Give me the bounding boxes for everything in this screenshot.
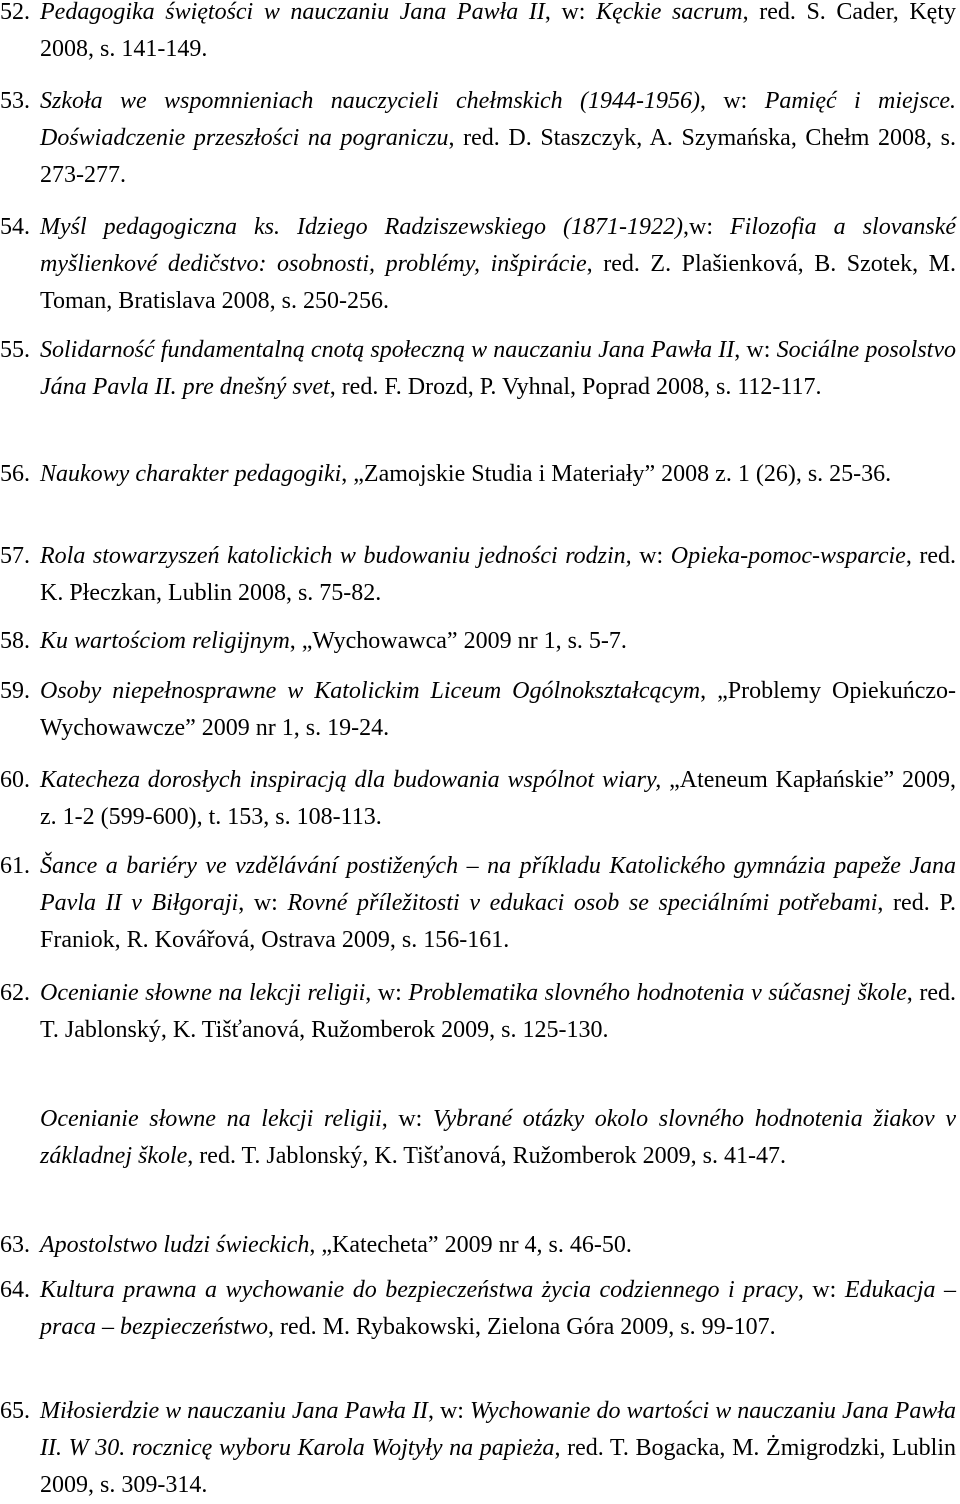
entry-text — [40, 975, 956, 1049]
entry-separator: , w: — [797, 1277, 845, 1303]
entry-details: „Ateneum Kapłańskie” 2009, z. 1-2 (599-600), t. 153, s. 108-113. — [40, 767, 956, 830]
entry-63 — [0, 1227, 956, 1264]
entry-title: Osoby niepełnosprawne w Katolickim Liceum Ogólnokształcącym — [40, 678, 701, 704]
entry-title: Ku wartościom religijnym — [40, 628, 290, 654]
entry-separator: , w: — [381, 1106, 434, 1132]
entry-source: Opieka-pomoc-wsparcie — [670, 543, 906, 569]
entry-59 — [0, 673, 956, 747]
entry-text — [40, 848, 956, 959]
entry-details: , „Problemy Opiekuńczo-Wychowawcze” 2009 nr 1, s. 19-24. — [40, 678, 956, 741]
entry-details: , red. F. Drozd, P. Vyhnal, Poprad 2008, s. 112-117. — [329, 374, 822, 400]
entry-title: Kultura prawna a wychowanie do bezpieczeństwa życia codziennego i pracy — [40, 1277, 798, 1303]
entry-details: , red. T. Jablonský, K. Tišťanová, Ružomberok 2009, s. 41-47. — [187, 1143, 786, 1169]
entry-number: 63. — [0, 1232, 30, 1258]
entry-details: , red. T. Bogacka, M. Żmigrodzki, Lublin 2009, s. 309-314. — [40, 1435, 957, 1498]
entry-text — [40, 209, 956, 320]
entry-details: , red. S. Cader, Kęty 2008, s. 141-149. — [40, 0, 956, 62]
entry-source: Kęckie sacrum — [596, 0, 743, 25]
entry-title: Naukowy charakter pedagogiki — [40, 461, 342, 487]
entry-52 — [0, 0, 956, 68]
entry-65 — [0, 1393, 956, 1504]
entry-separator: ,w: — [682, 214, 730, 240]
entry-number: 59. — [0, 678, 30, 704]
entry-source: Pamięć i miejsce. Doświadczenie przeszłości na pograniczu — [40, 88, 956, 151]
entry-number: 56. — [0, 461, 30, 487]
entry-text — [40, 538, 956, 612]
entry-number: 57. — [0, 543, 30, 569]
entry-62 — [0, 975, 956, 1049]
entry-number: 62. — [0, 980, 30, 1006]
entry-58 — [0, 623, 956, 660]
entry-details: , „Wychowawca” 2009 nr 1, s. 5-7. — [289, 628, 627, 654]
entry-title: Solidarność fundamentalną cnotą społeczną w nauczaniu Jana Pawła II — [40, 337, 735, 363]
entry-details: , red. T. Jablonský, K. Tišťanová, Ružomberok 2009, s. 125-130. — [40, 980, 956, 1043]
entry-61 — [0, 848, 956, 959]
entry-details: , red. D. Staszczyk, A. Szymańska, Chełm 2008, s. 273-277. — [40, 125, 956, 188]
entry-separator: , w: — [699, 88, 765, 114]
entry-text — [40, 673, 956, 747]
entry-text — [40, 456, 956, 493]
entry-source: Filozofia a slovanské myšlienkové dedičstvo: osobnosti, problémy, inšpirácie — [40, 214, 957, 277]
entry-title: Miłosierdzie w nauczaniu Jana Pawła II — [40, 1398, 428, 1424]
entry-title: Rola stowarzyszeń katolickich w budowaniu jedności rodzin, — [40, 543, 632, 569]
entry-title: Pedagogika świętości w nauczaniu Jana Pawła II — [40, 0, 545, 25]
entry-number: 61. — [0, 853, 30, 879]
entry-number: 64. — [0, 1277, 30, 1303]
entry-text — [40, 1393, 956, 1504]
entry-title: Katecheza dorosłych inspiracją dla budowania wspólnot wiary, — [40, 767, 662, 793]
entry-number: 54. — [0, 214, 30, 240]
entry-source: Sociálne posolstvo Jána Pavla II. pre dnešný svet — [40, 337, 956, 400]
entry-text — [40, 762, 956, 836]
entry-54 — [0, 209, 956, 320]
entry-56 — [0, 456, 956, 493]
entry-number: 52. — [0, 0, 30, 25]
entry-number: 60. — [0, 767, 30, 793]
entry-separator: , w: — [734, 337, 777, 363]
entry-number: 53. — [0, 88, 30, 114]
entry-source: Wychowanie do wartości w nauczaniu Jana Pawła II. W 30. rocznicę wyboru Karola Wojtyły na papieża — [40, 1398, 956, 1461]
entry-title: Šance a bariéry ve vzdělávání postižených – na příkladu Katolického gymnázia papeže Jana Pavla II v Biłgoraji — [40, 853, 956, 916]
entry-details: , „Katecheta” 2009 nr 4, s. 46-50. — [309, 1232, 632, 1258]
entry-title: Ocenianie słowne na lekcji religii — [40, 980, 366, 1006]
entry-number: 55. — [0, 337, 30, 363]
entry-details: , „Zamojskie Studia i Materiały” 2008 z. 1 (26), s. 25-36. — [341, 461, 892, 487]
entry-separator: , w: — [427, 1398, 471, 1424]
entry-details: , red. P. Franiok, R. Kovářová, Ostrava 2009, s. 156-161. — [40, 890, 957, 953]
entry-64 — [0, 1272, 956, 1346]
entry-details: , red. Z. Plašienková, B. Szotek, M. Toman, Bratislava 2008, s. 250-256. — [40, 251, 957, 314]
entry-number: 58. — [0, 628, 30, 654]
entry-title: Apostolstwo ludzi świeckich — [40, 1232, 310, 1258]
entry-separator: w: — [631, 543, 671, 569]
entry-60 — [0, 762, 956, 836]
entry-details: , red. K. Płeczkan, Lublin 2008, s. 75-82. — [40, 543, 956, 606]
entry-source: Edukacja – praca – bezpieczeństwo — [40, 1277, 957, 1340]
entry-55 — [0, 332, 956, 406]
entry-53 — [0, 83, 956, 194]
entry-separator: , w: — [365, 980, 409, 1006]
entry-text — [40, 1227, 956, 1264]
entry-title: Ocenianie słowne na lekcji religii — [40, 1106, 382, 1132]
entry-separator: , w: — [544, 0, 597, 25]
entry-separator: , w: — [238, 890, 288, 916]
entry-source: Vybrané otázky okolo slovného hodnotenia žiakov v základnej škole — [40, 1106, 956, 1169]
entry-text — [40, 0, 956, 68]
entry-text — [40, 1101, 956, 1175]
entry-details: , red. M. Rybakowski, Zielona Góra 2009, s. 99-107. — [267, 1314, 776, 1340]
entry-62-continued — [0, 1101, 956, 1175]
entry-source: Problematika slovného hodnotenia v súčasnej škole — [408, 980, 907, 1006]
entry-text — [40, 83, 956, 194]
entry-number: 65. — [0, 1398, 30, 1424]
entry-title: Szkoła we wspomnieniach nauczycieli chełmskich (1944-1956) — [40, 88, 700, 114]
entry-source: Rovné příležitosti v edukaci osob se speciálními potřebami — [287, 890, 878, 916]
entry-title: Myśl pedagogiczna ks. Idziego Radziszewskiego (1871-1922) — [40, 214, 683, 240]
entry-text — [40, 1272, 956, 1346]
entry-text — [40, 623, 956, 660]
entry-text — [40, 332, 956, 406]
entry-57 — [0, 538, 956, 612]
